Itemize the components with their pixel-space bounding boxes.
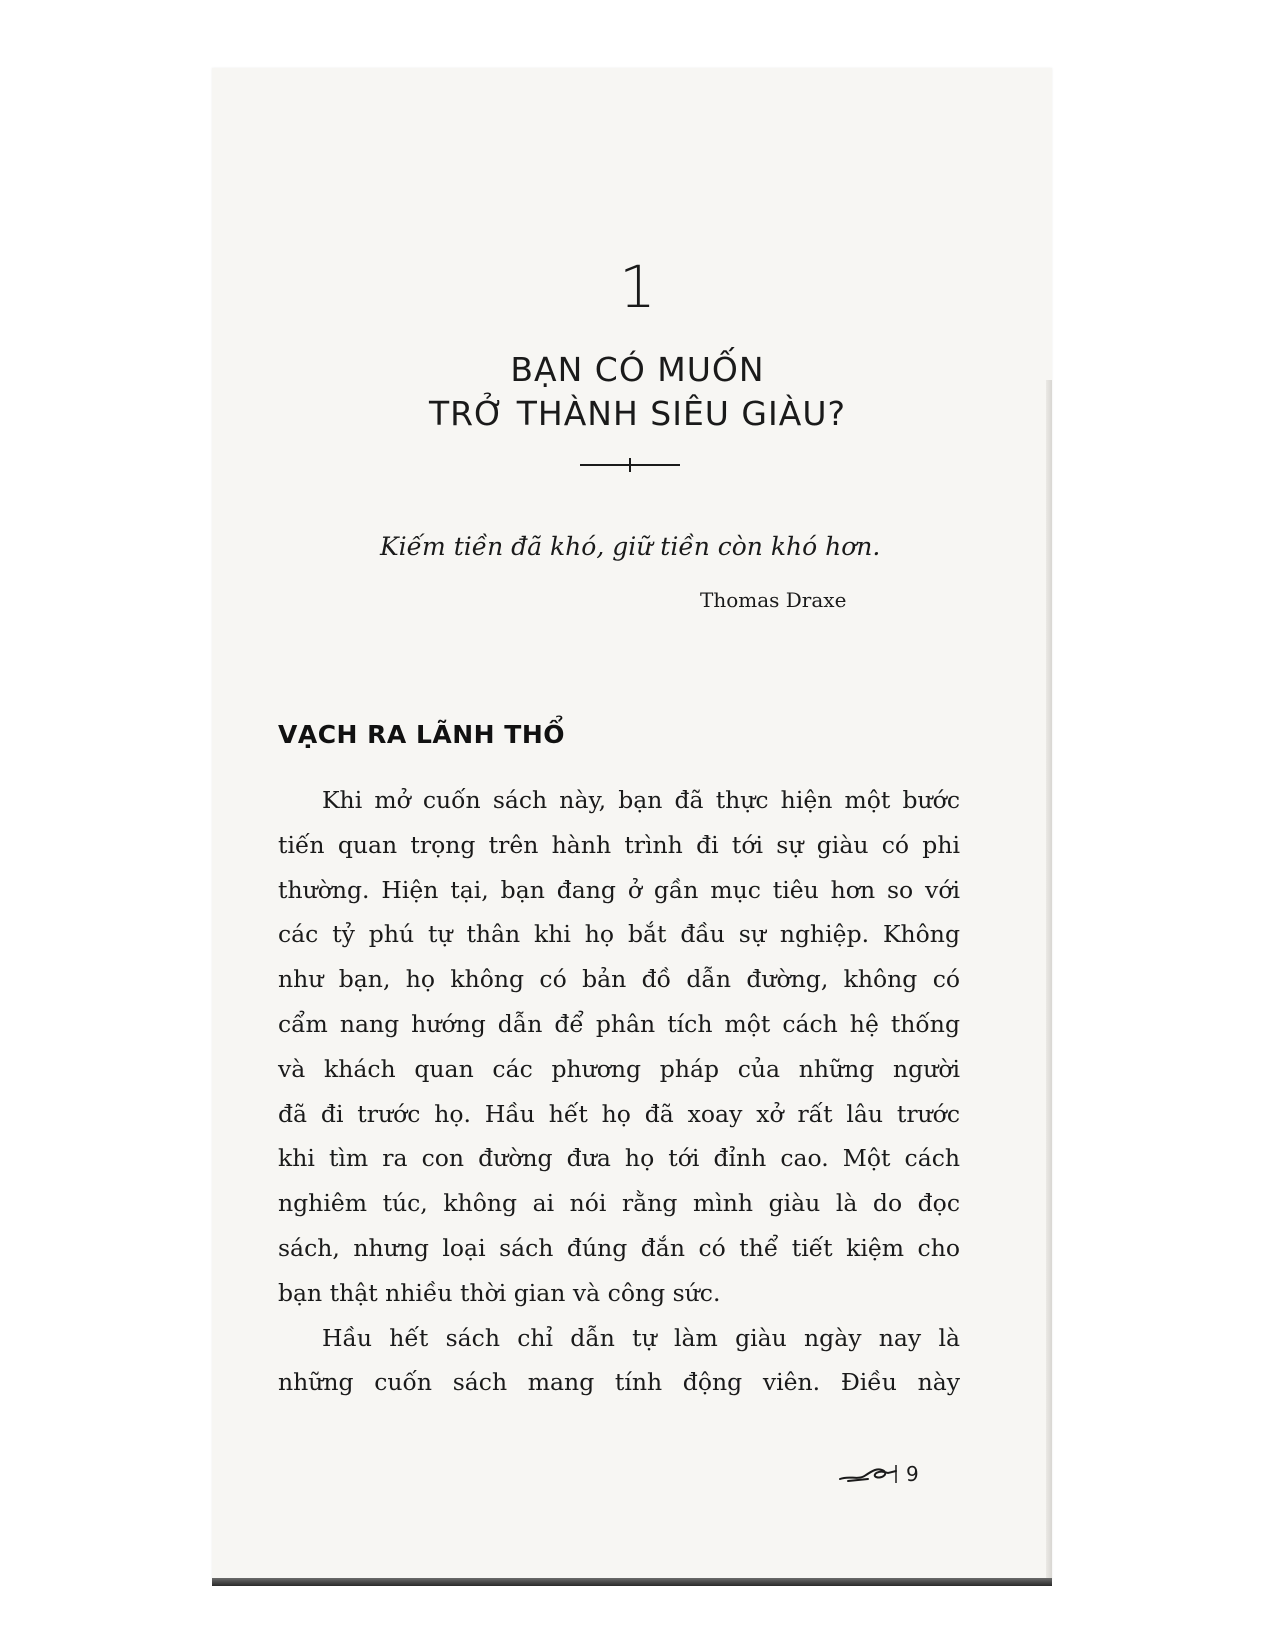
folio-flourish-icon bbox=[838, 1463, 898, 1485]
body-line: sách, nhưng loại sách đúng đắn có thể tiết kiệm cho bbox=[278, 1233, 960, 1262]
section-heading: VẠCH RA LÃNH THỔ bbox=[278, 720, 566, 749]
body-line: và khách quan các phương pháp của những người bbox=[278, 1054, 960, 1083]
book-bottom-edge bbox=[212, 1578, 1052, 1586]
body-line: đã đi trước họ. Hầu hết họ đã xoay xở rất lâu trước bbox=[278, 1099, 960, 1128]
body-line: khi tìm ra con đường đưa họ tới đỉnh cao. Một cách bbox=[278, 1144, 960, 1173]
epigraph-quote: Kiếm tiền đã khó, giữ tiền còn khó hơn. bbox=[380, 532, 881, 561]
chapter-title-line-2: TRỞ THÀNH SIÊU GIÀU? bbox=[429, 394, 846, 433]
body-line: bạn thật nhiều thời gian và công sức. bbox=[278, 1278, 721, 1307]
body-line: những cuốn sách mang tính động viên. Điều này bbox=[278, 1368, 960, 1397]
body-line: tiến quan trọng trên hành trình đi tới sự giàu có phi bbox=[278, 830, 960, 859]
body-line: Hầu hết sách chỉ dẫn tự làm giàu ngày nay là bbox=[322, 1323, 960, 1352]
body-line: Khi mở cuốn sách này, bạn đã thực hiện một bước bbox=[322, 786, 960, 814]
body-line: các tỷ phú tự thân khi họ bắt đầu sự nghiệp. Không bbox=[278, 920, 960, 949]
chapter-title-line-1: BẠN CÓ MUỐN bbox=[510, 350, 765, 389]
epigraph-author: Thomas Draxe bbox=[700, 588, 847, 612]
chapter-number: 1 bbox=[619, 253, 656, 321]
body-line: như bạn, họ không có bản đồ dẫn đường, không có bbox=[278, 965, 960, 994]
page-number: 9 bbox=[906, 1462, 919, 1486]
body-line: cẩm nang hướng dẫn để phân tích một cách hệ thống bbox=[278, 1009, 960, 1038]
body-line: thường. Hiện tại, bạn đang ở gần mục tiêu hơn so với bbox=[278, 875, 960, 904]
chapter-title bbox=[0, 348, 1275, 436]
body-line: nghiêm túc, không ai nói rằng mình giàu là do đọc bbox=[278, 1189, 960, 1218]
divider-ornament-icon bbox=[580, 458, 680, 472]
page-edge-shadow bbox=[1046, 380, 1052, 1580]
body-text bbox=[278, 778, 960, 1405]
